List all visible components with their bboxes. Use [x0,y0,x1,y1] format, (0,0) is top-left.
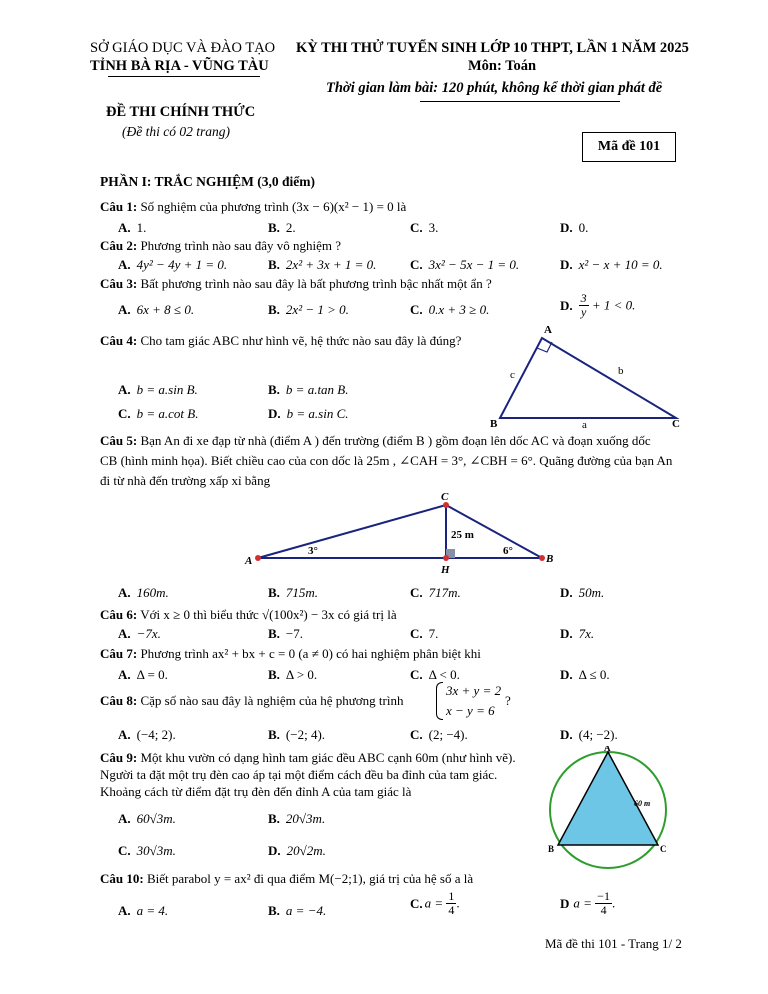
system-eq-2: x − y = 6 [446,703,495,718]
fig5-height: 25 m [451,529,474,541]
q9-option-b[interactable]: B. 20√3m. [268,811,326,826]
exam-code-box: Mã đề 101 [582,132,676,162]
fig5-label-a: A [245,555,253,567]
system-eq-1: 3x + y = 2 [446,683,502,698]
fig5-point-b [539,555,545,561]
q7-option-b[interactable]: B. Δ > 0. [268,667,318,682]
q6-option-a[interactable]: A. −7x. [118,626,161,641]
triangle-abc-shape [500,338,676,418]
fig5-angle-b: 6° [503,545,513,557]
q3-option-a[interactable]: A. 6x + 8 ≤ 0. [118,302,195,317]
fig5-point-h [443,555,449,561]
fig4-label-b: B [490,418,498,430]
q5-option-d[interactable]: D. 50m. [560,585,605,600]
q10-option-b[interactable]: B. a = −4. [268,903,327,918]
pages-note: (Đề thi có 02 trang) [122,124,230,139]
q8-option-a[interactable]: A. (−4; 2). [118,727,176,742]
fig4-label-c: C [672,418,680,430]
q4-option-b[interactable]: B. b = a.tan B. [268,382,349,397]
q6-option-b[interactable]: B. −7. [268,626,304,641]
fig5-point-a [255,555,261,561]
figure-triangle-abc [486,322,696,432]
province-name: TỈNH BÀ RỊA - VŨNG TÀU [90,58,269,74]
fig4-side-a: a [582,419,587,431]
q9-option-c[interactable]: C. 30√3m. [118,843,176,858]
question-2: Câu 2: Phương trình nào sau đây vô nghiệm ? [100,238,342,253]
dept-name: SỞ GIÁO DỤC VÀ ĐÀO TẠO [90,40,276,56]
q10d-fraction: $\frac{-1}{4}$ [597,889,610,917]
fig9-label-b: B [548,844,555,854]
fig9-label-c: C [660,844,667,854]
q2-option-c[interactable]: C. 3x² − 5x − 1 = 0. [410,257,520,272]
q4-option-c[interactable]: C. b = a.cot B. [118,406,199,421]
fig5-ac-line [258,505,446,558]
q10-option-c[interactable]: C. a = $\frac{1}{4}$ . [410,889,460,917]
q10c-fraction: $\frac{1}{4}$ [448,889,455,917]
q3-option-b[interactable]: B. 2x² − 1 > 0. [268,302,349,317]
figure-garden [538,746,678,876]
question-5-line-1: Câu 5: Bạn An đi xe đạp từ nhà (điểm A ) đến trường (điểm B ) gồm đoạn lên dốc AC và đoạn xuống dốc [100,433,651,448]
question-7: Câu 7: Phương trình ax² + bx + c = 0 (a ≠ 0) có hai nghiệm phân biệt khi [100,646,481,661]
question-5-line-2: CB (hình minh họa). Biết chiều cao của con dốc là 25m , ∠CAH = 3°, ∠CBH = 6°. Quãng đường của bạn An [100,453,673,468]
q5-option-c[interactable]: C. 717m. [410,585,461,600]
q9-option-d[interactable]: D. 20√2m. [268,843,326,858]
question-3: Câu 3: Bất phương trình nào sau đây là bất phương trình bậc nhất một ẩn ? [100,276,492,291]
q3-option-d[interactable]: D. $\frac{3}{y}$ + 1 < 0. [560,291,636,319]
q1-option-d[interactable]: D. 0. [560,220,589,235]
question-10: Câu 10: Biết parabol y = ax² đi qua điểm M(−2;1), giá trị của hệ số a là [100,871,474,886]
system-brace [436,682,443,720]
q8-option-b[interactable]: B. (−2; 4). [268,727,326,742]
q8-option-d[interactable]: D. (4; −2). [560,727,618,742]
fig9-side-label: 60 m [634,799,651,808]
q5-option-b[interactable]: B. 715m. [268,585,319,600]
q4-option-a[interactable]: A. b = a.sin B. [118,382,198,397]
q7-option-a[interactable]: A. Δ = 0. [118,667,168,682]
question-4: Câu 4: Cho tam giác ABC như hình vẽ, hệ thức nào sau đây là đúng? [100,333,462,348]
q7-option-c[interactable]: C. Δ < 0. [410,667,460,682]
fig9-label-a: A [604,746,611,753]
fig5-label-h: H [441,564,450,576]
question-9-line-3: Khoảng cách từ điểm đặt trụ đèn đến đỉnh A của tam giác là [100,784,412,799]
q6-option-d[interactable]: D. 7x. [560,626,595,641]
question-9-line-1: Câu 9: Một khu vườn có dạng hình tam giác đều ABC cạnh 60m (như hình vẽ). [100,750,516,765]
q10-option-a[interactable]: A. a = 4. [118,903,169,918]
q2-option-a[interactable]: A. 4y² − 4y + 1 = 0. [118,257,228,272]
q1-option-b[interactable]: B. 2. [268,220,296,235]
q3-option-c[interactable]: C. 0.x + 3 ≥ 0. [410,302,490,317]
fig4-side-b: b [618,365,624,377]
q5-option-a[interactable]: A. 160m. [118,585,169,600]
official-label: ĐỀ THI CHÍNH THỨC [106,104,256,120]
q9-option-a[interactable]: A. 60√3m. [118,811,176,826]
question-5-line-3: đi từ nhà đến trường xấp xỉ bằng [100,473,271,488]
q6-option-c[interactable]: C. 7. [410,626,439,641]
q2-option-d[interactable]: D. x² − x + 10 = 0. [560,257,663,272]
page-footer: Mã đề thi 101 - Trang 1/ 2 [545,936,682,951]
fig4-side-c: c [510,369,515,381]
q2-option-b[interactable]: B. 2x² + 3x + 1 = 0. [268,257,377,272]
fig5-label-b: B [546,553,554,565]
fig5-angle-a: 3° [308,545,318,557]
exam-time: Thời gian làm bài: 120 phút, không kể thời gian phát đề [326,80,663,96]
q1-option-a[interactable]: A. 1. [118,220,147,235]
question-1: Câu 1: Số nghiệm của phương trình (3x − 6)(x² − 1) = 0 là [100,199,407,214]
section-title: PHẦN I: TRẮC NGHIỆM (3,0 điểm) [100,174,315,189]
question-6: Câu 6: Với x ≥ 0 thì biểu thức √(100x²) − 3x có giá trị là [100,607,397,622]
q7-option-d[interactable]: D. Δ ≤ 0. [560,667,610,682]
figure-hill [240,488,570,580]
time-underline [420,101,620,102]
subject: Môn: Toán [468,58,537,74]
system-question-mark: ? [505,693,511,708]
question-9-line-2: Người ta đặt một trụ đèn cao áp tại một điểm cách đều ba đỉnh của tam giác. [100,767,498,782]
fig4-label-a: A [544,324,552,336]
q1-option-c[interactable]: C. 3. [410,220,439,235]
q3-fraction: $\frac{3}{y}$ [580,291,587,319]
exam-title: KỲ THI THỬ TUYỂN SINH LỚP 10 THPT, LẦN 1 NĂM 2025 [296,40,689,56]
q8-option-c[interactable]: C. (2; −4). [410,727,468,742]
q10-option-d[interactable]: D a = $\frac{-1}{4}$ . [560,889,616,917]
fig5-label-c: C [441,491,449,503]
question-8: Câu 8: Cặp số nào sau đây là nghiệm của hệ phương trình [100,693,404,708]
q4-option-d[interactable]: D. b = a.sin C. [268,406,349,421]
header-underline [108,76,260,77]
